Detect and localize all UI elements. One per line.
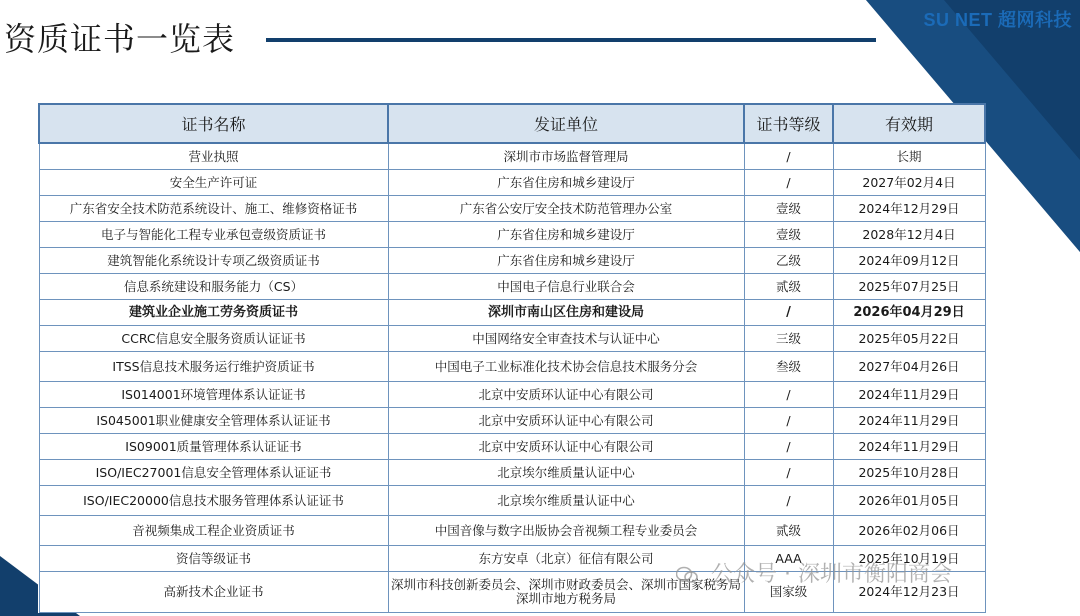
table-row bbox=[39, 516, 985, 546]
cell-issuer: 东方安卓（北京）征信有限公司 bbox=[388, 546, 744, 572]
table-row bbox=[39, 274, 985, 300]
cell-cert-name: IS09001质量管理体系认证证书 bbox=[39, 434, 388, 460]
table-row bbox=[39, 382, 985, 408]
table-row bbox=[39, 170, 985, 196]
cell-level: / bbox=[744, 143, 833, 170]
cell-issuer: 中国电子工业标准化技术协会信息技术服务分会 bbox=[388, 352, 744, 382]
header-validity: 有效期 bbox=[833, 104, 985, 143]
cell-validity: 2024年09月12日 bbox=[833, 248, 985, 274]
cell-validity: 2024年11月29日 bbox=[833, 434, 985, 460]
cell-cert-name: 高新技术企业证书 bbox=[39, 572, 388, 613]
cell-validity: 2027年04月26日 bbox=[833, 352, 985, 382]
table-row bbox=[39, 326, 985, 352]
table-row bbox=[39, 222, 985, 248]
cell-validity: 2025年10月19日 bbox=[833, 546, 985, 572]
certificate-table bbox=[38, 103, 986, 613]
header-level: 证书等级 bbox=[744, 104, 833, 143]
cell-issuer: 中国电子信息行业联合会 bbox=[388, 274, 744, 300]
cell-level: / bbox=[744, 486, 833, 516]
cell-validity: 2024年11月29日 bbox=[833, 382, 985, 408]
cell-issuer: 广东省住房和城乡建设厅 bbox=[388, 170, 744, 196]
cell-issuer: 中国网络安全审查技术与认证中心 bbox=[388, 326, 744, 352]
title-underline bbox=[266, 38, 876, 42]
cell-level: 叁级 bbox=[744, 352, 833, 382]
cell-level: / bbox=[744, 382, 833, 408]
cell-validity: 2026年02月06日 bbox=[833, 516, 985, 546]
table-header-row bbox=[39, 104, 985, 143]
cell-validity: 2024年12月29日 bbox=[833, 196, 985, 222]
cell-validity: 2026年01月05日 bbox=[833, 486, 985, 516]
cell-level: / bbox=[744, 170, 833, 196]
cell-level: 壹级 bbox=[744, 222, 833, 248]
page-title: 资质证书一览表 bbox=[4, 20, 236, 58]
cell-level: / bbox=[744, 408, 833, 434]
cell-issuer: 广东省住房和城乡建设厅 bbox=[388, 222, 744, 248]
cell-level: 乙级 bbox=[744, 248, 833, 274]
cell-validity: 2025年07月25日 bbox=[833, 274, 985, 300]
cell-issuer: 深圳市科技创新委员会、深圳市财政委员会、深圳市国家税务局深圳市地方税务局 bbox=[388, 572, 744, 613]
cell-issuer: 北京中安质环认证中心有限公司 bbox=[388, 434, 744, 460]
cell-cert-name: 建筑业企业施工劳务资质证书 bbox=[39, 300, 388, 326]
cell-cert-name: 资信等级证书 bbox=[39, 546, 388, 572]
cell-level: 贰级 bbox=[744, 274, 833, 300]
cell-cert-name: IS014001环境管理体系认证证书 bbox=[39, 382, 388, 408]
cell-cert-name: 安全生产许可证 bbox=[39, 170, 388, 196]
cell-level: / bbox=[744, 434, 833, 460]
cell-issuer: 深圳市市场监督管理局 bbox=[388, 143, 744, 170]
cell-issuer: 中国音像与数字出版协会音视频工程专业委员会 bbox=[388, 516, 744, 546]
cell-issuer: 广东省公安厅安全技术防范管理办公室 bbox=[388, 196, 744, 222]
cell-validity: 2026年04月29日 bbox=[833, 300, 985, 326]
table-row bbox=[39, 434, 985, 460]
table-row bbox=[39, 408, 985, 434]
table-row bbox=[39, 460, 985, 486]
cell-cert-name: IS045001职业健康安全管理体系认证证书 bbox=[39, 408, 388, 434]
cell-issuer: 北京埃尔维质量认证中心 bbox=[388, 486, 744, 516]
brand-cn: 超网科技 bbox=[998, 10, 1072, 30]
cell-level: / bbox=[744, 460, 833, 486]
table-row bbox=[39, 248, 985, 274]
cell-level: 壹级 bbox=[744, 196, 833, 222]
cell-cert-name: 音视频集成工程企业资质证书 bbox=[39, 516, 388, 546]
cell-cert-name: 营业执照 bbox=[39, 143, 388, 170]
cell-validity: 2028年12月4日 bbox=[833, 222, 985, 248]
cell-level: AAA bbox=[744, 546, 833, 572]
cell-level: 国家级 bbox=[744, 572, 833, 613]
cell-cert-name: 建筑智能化系统设计专项乙级资质证书 bbox=[39, 248, 388, 274]
header-cert-name: 证书名称 bbox=[39, 104, 388, 143]
table-row-highlighted bbox=[39, 300, 985, 326]
cell-issuer: 深圳市南山区住房和建设局 bbox=[388, 300, 744, 326]
cell-cert-name: 广东省安全技术防范系统设计、施工、维修资格证书 bbox=[39, 196, 388, 222]
header-issuer: 发证单位 bbox=[388, 104, 744, 143]
cell-cert-name: 电子与智能化工程专业承包壹级资质证书 bbox=[39, 222, 388, 248]
cell-cert-name: 信息系统建设和服务能力（CS） bbox=[39, 274, 388, 300]
cell-validity: 2024年11月29日 bbox=[833, 408, 985, 434]
brand-latin: SU NET bbox=[923, 10, 993, 30]
cell-issuer: 北京中安质环认证中心有限公司 bbox=[388, 382, 744, 408]
watermark-text: 公众号 · 深圳市衡阳商会 bbox=[711, 562, 952, 587]
cell-cert-name: CCRC信息安全服务资质认证证书 bbox=[39, 326, 388, 352]
table-row bbox=[39, 486, 985, 516]
wechat-icon bbox=[676, 566, 698, 584]
cell-level: 贰级 bbox=[744, 516, 833, 546]
cell-validity: 2024年12月23日 bbox=[833, 572, 985, 613]
watermark bbox=[676, 557, 952, 588]
table-row bbox=[39, 196, 985, 222]
cell-cert-name: ITSS信息技术服务运行维护资质证书 bbox=[39, 352, 388, 382]
cell-issuer: 广东省住房和城乡建设厅 bbox=[388, 248, 744, 274]
cell-level: / bbox=[744, 300, 833, 326]
cell-validity: 2025年05月22日 bbox=[833, 326, 985, 352]
cell-issuer: 北京中安质环认证中心有限公司 bbox=[388, 408, 744, 434]
cell-validity: 2025年10月28日 bbox=[833, 460, 985, 486]
brand-logo bbox=[923, 6, 1072, 32]
cell-cert-name: ISO/IEC27001信息安全管理体系认证证书 bbox=[39, 460, 388, 486]
cell-level: 三级 bbox=[744, 326, 833, 352]
cell-cert-name: ISO/IEC20000信息技术服务管理体系认证证书 bbox=[39, 486, 388, 516]
cell-issuer: 北京埃尔维质量认证中心 bbox=[388, 460, 744, 486]
table-row bbox=[39, 143, 985, 170]
table-row bbox=[39, 352, 985, 382]
cell-validity: 长期 bbox=[833, 143, 985, 170]
cell-validity: 2027年02月4日 bbox=[833, 170, 985, 196]
